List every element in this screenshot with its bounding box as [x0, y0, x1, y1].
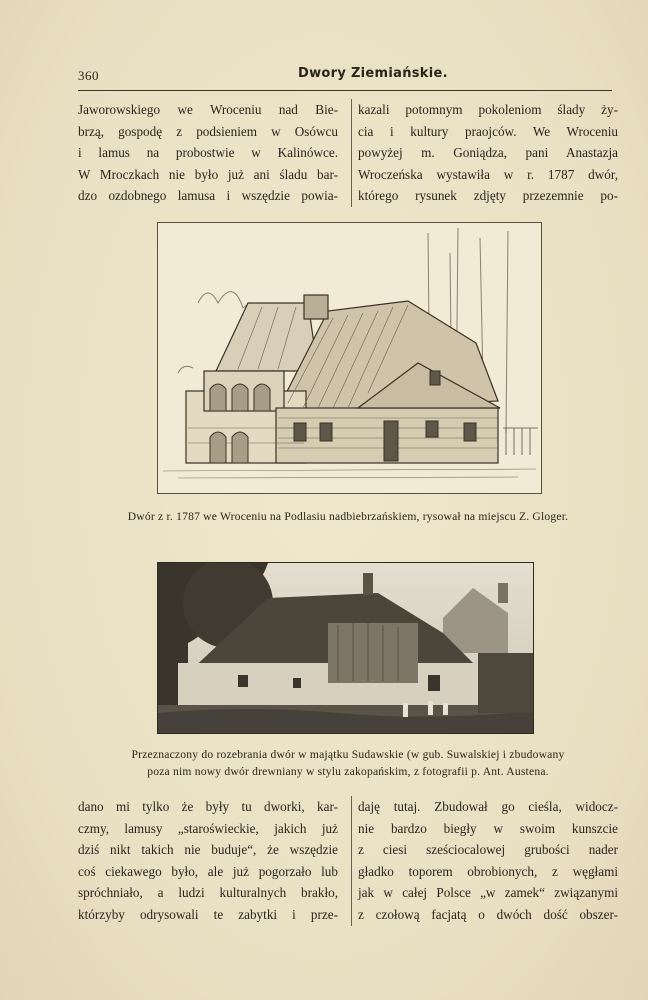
text-line: dano mi tylko że były tu dworki, kar-	[78, 799, 338, 814]
text-line: dzo ozdobnego lamusa i wszędzie powia-	[78, 188, 338, 203]
text-line: cia i kultury praojców. We Wroceniu	[358, 123, 618, 139]
figure-caption-2	[70, 746, 626, 780]
caption-line: Przeznaczony do rozebrania dwór w majątku Sudawskie (w gub. Suwalskiej i zbudowany	[131, 748, 565, 761]
page-number: 360	[78, 68, 99, 83]
text-line: coś ciekawego było, ale już pogorzało lub	[78, 863, 338, 879]
text-line: którego rysunek zdjęty przezemnie po-	[358, 188, 618, 203]
figure-caption-1: Dwór z r. 1787 we Wroceniu na Podlasiu nadbiebrzańskiem, rysował na miejscu Z. Gloger.	[127, 510, 569, 523]
text-line: Wroczeńska wystawiła w r. 1787 dwór,	[358, 166, 618, 182]
text-line: którzyby odrysowali te zabytki i prze-	[78, 906, 338, 922]
text-line: jak w całej Polsce „w zamek“ związanymi	[358, 885, 618, 900]
column-rule	[351, 99, 352, 207]
running-title: Dwory Ziemiańskie.	[298, 66, 448, 81]
header-rule	[78, 90, 612, 91]
text-line: gładko toporem obrobionych, z węgłami	[358, 863, 618, 879]
manor-house-drawing-icon	[158, 223, 541, 493]
text-line: Jaworowskiego we Wroceniu nad Bie-	[78, 102, 338, 117]
text-line: spróchniało, a ludzi kulturalnych brakło,	[78, 885, 338, 900]
text-line: i lamus na probostwie w Kalinówce.	[78, 145, 338, 160]
bottom-left-column	[78, 796, 338, 925]
text-line: z czołową facjatą o dwóch dość obszer-	[358, 906, 618, 922]
text-line: brzą, gospodę z podsieniem w Osówcu	[78, 123, 338, 139]
top-right-column	[358, 99, 618, 207]
bottom-right-column	[358, 796, 618, 925]
text-line: W Mroczkach nie było już ani śladu bar-	[78, 166, 338, 182]
text-line: czmy, lamusy „staroświeckie, jakich już	[78, 820, 338, 836]
text-line: nie bardzo biegły w swoim kunszcie	[358, 820, 618, 836]
text-line: daję tutaj. Zbudował go cieśla, widocz-	[358, 799, 618, 814]
figure-drawing	[157, 222, 542, 494]
figure-photo	[157, 562, 534, 734]
top-left-column	[78, 99, 338, 207]
text-line: dziś nikt takich nie buduje“, że wszędzie	[78, 842, 338, 857]
manor-house-photo-icon	[158, 563, 533, 733]
text-line: kazali potomnym pokoleniom ślady ży-	[358, 102, 618, 117]
text-line: powyżej m. Goniądza, pani Anastazja	[358, 145, 618, 160]
column-rule	[351, 796, 352, 926]
page-header	[78, 66, 612, 88]
caption-line: poza nim nowy dwór drewniany w stylu zakopańskim, z fotografii p. Ant. Austena.	[147, 765, 549, 778]
text-line: z ciesi sześciocalowej grubości nader	[358, 842, 618, 857]
